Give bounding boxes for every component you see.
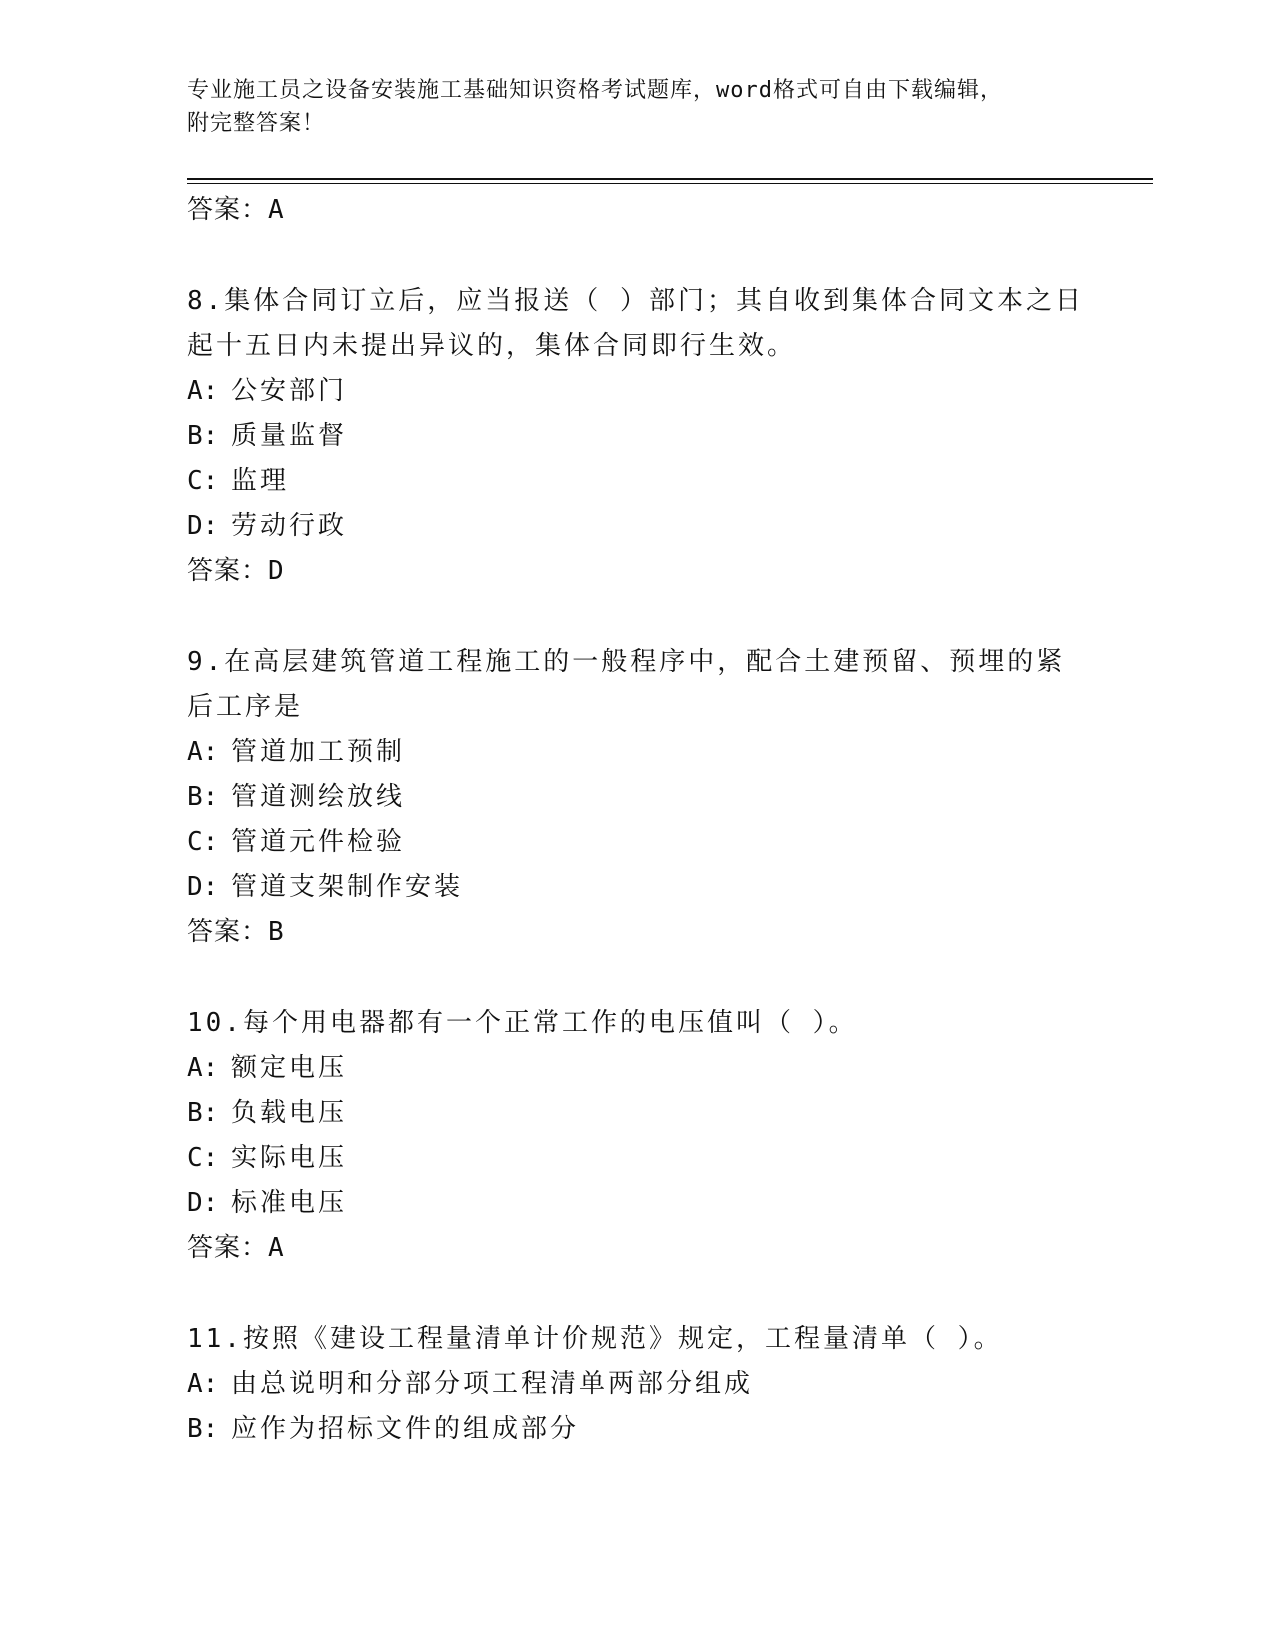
option-letter: A: — [187, 376, 219, 406]
option-text: 管道加工预制 — [231, 737, 406, 767]
option-item — [187, 730, 1087, 775]
question-block — [187, 1317, 1087, 1452]
answer-line: 答案：A — [187, 195, 285, 225]
option-item — [187, 1362, 1087, 1407]
question-block — [187, 279, 1087, 594]
option-item — [187, 414, 1087, 459]
option-text: 标准电压 — [231, 1188, 348, 1218]
question-stem-line: 起十五日内未提出异议的，集体合同即行生效。 — [187, 331, 797, 361]
option-text: 监理 — [231, 466, 290, 496]
header-line-2: 附完整答案！ — [187, 111, 326, 136]
option-letter: D: — [187, 511, 219, 541]
option-text: 质量监督 — [231, 421, 348, 451]
question-stem-line: 8.集体合同订立后，应当报送（ ）部门；其自收到集体合同文本之日 — [187, 286, 1084, 316]
option-letter: B: — [187, 421, 219, 451]
question-stem-line: 9.在高层建筑管道工程施工的一般程序中，配合土建预留、预埋的紧 — [187, 647, 1066, 677]
option-letter: A: — [187, 1053, 219, 1083]
option-item — [187, 1136, 1087, 1181]
option-text: 劳动行政 — [231, 511, 348, 541]
header-rule-thin — [187, 183, 1153, 184]
question-stem-line: 后工序是 — [187, 692, 304, 722]
option-item — [187, 459, 1087, 504]
option-letter: B: — [187, 1414, 219, 1444]
question-stem-line: 11.按照《建设工程量清单计价规范》规定，工程量清单（ ）。 — [187, 1324, 1003, 1354]
option-letter: A: — [187, 1369, 219, 1399]
option-letter: D: — [187, 872, 219, 902]
header-line-1: 专业施工员之设备安装施工基础知识资格考试题库，word格式可自由下载编辑， — [187, 78, 1003, 103]
option-text: 管道测绘放线 — [231, 782, 406, 812]
question-block — [187, 640, 1087, 955]
option-item — [187, 865, 1087, 910]
option-letter: C: — [187, 1143, 219, 1173]
option-item — [187, 369, 1087, 414]
option-text: 公安部门 — [231, 376, 348, 406]
option-text: 由总说明和分部分项工程清单两部分组成 — [231, 1369, 754, 1399]
option-text: 负载电压 — [231, 1098, 348, 1128]
option-text: 应作为招标文件的组成部分 — [231, 1414, 580, 1444]
option-text: 实际电压 — [231, 1143, 348, 1173]
option-letter: B: — [187, 782, 219, 812]
option-letter: D: — [187, 1188, 219, 1218]
question-stem-line: 10.每个用电器都有一个正常工作的电压值叫（ ）。 — [187, 1008, 858, 1038]
answer-line: 答案：A — [187, 1233, 285, 1263]
answer-line: 答案：B — [187, 917, 285, 947]
option-item — [187, 820, 1087, 865]
option-item — [187, 1046, 1087, 1091]
option-letter: C: — [187, 827, 219, 857]
header-rule-thick — [187, 178, 1153, 180]
option-item — [187, 504, 1087, 549]
option-item — [187, 775, 1087, 820]
answer-line: 答案：D — [187, 556, 285, 586]
option-text: 额定电压 — [231, 1053, 348, 1083]
question-block — [187, 1001, 1087, 1271]
option-letter: A: — [187, 737, 219, 767]
option-letter: B: — [187, 1098, 219, 1128]
option-letter: C: — [187, 466, 219, 496]
question-list — [187, 188, 1087, 1452]
option-item — [187, 1407, 1087, 1452]
option-item — [187, 1181, 1087, 1226]
option-text: 管道支架制作安装 — [231, 872, 464, 902]
option-item — [187, 1091, 1087, 1136]
option-text: 管道元件检验 — [231, 827, 406, 857]
document-header — [187, 74, 1067, 140]
